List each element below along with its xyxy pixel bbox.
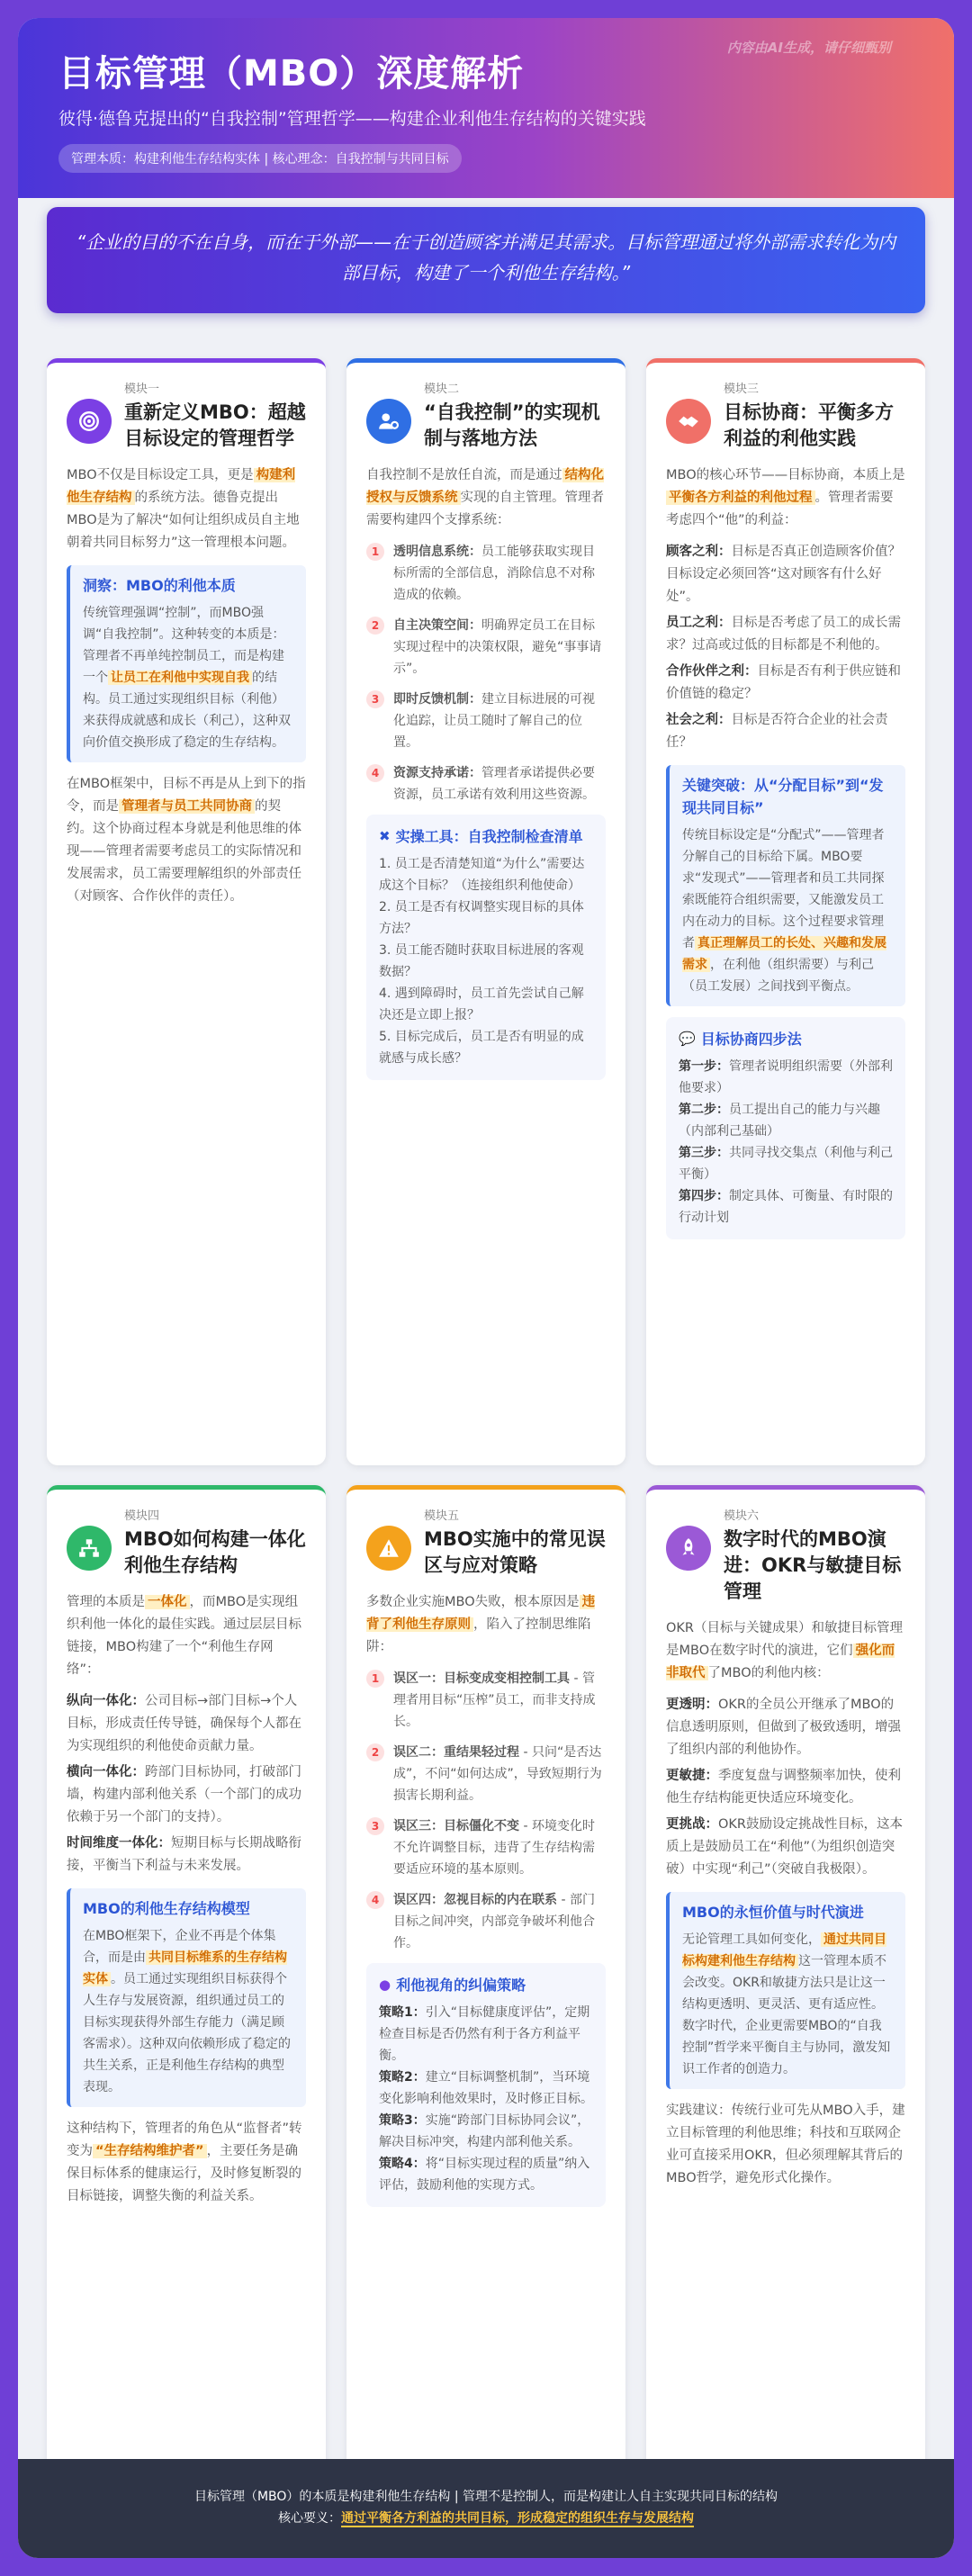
user-gear-icon	[366, 399, 411, 444]
module-intro: 多数企业实施MBO失败，根本原因是 违背了利他生存原则 ，陷入了控制思维陷阱：	[366, 1595, 596, 1654]
lightbulb-icon: ●	[379, 1977, 392, 1993]
module-kicker: 模块四	[124, 1509, 160, 1523]
module-title: MBO如何构建一体化利他生存结构	[124, 1528, 306, 1576]
header-pill: 管理本质：构建利他生存结构实体 | 核心理念：自我控制与共同目标	[58, 144, 462, 173]
footer-core: 核心要义：通过平衡各方利益的共同目标，形成稳定的组织生存与发展结构	[278, 2511, 694, 2526]
insight-box	[67, 565, 306, 762]
checklist-item: 3. 员工能否随时获取目标进展的客观数据？	[379, 943, 584, 979]
module-card-2	[346, 358, 626, 1465]
strategy-box	[366, 1963, 606, 2207]
module-card-1	[47, 358, 326, 1465]
module-kicker: 模块三	[724, 383, 760, 396]
evolution-item: 更敏捷：季度复盘与调整频率加快，使利他生存结构能更快适应环境变化。	[666, 1769, 901, 1806]
module-intro: 自我控制不是放任自流，而是通过 结构化授权与反馈系统 实现的自主管理。管理者需要构建四个支撑系统：	[366, 468, 604, 527]
strategy-item: 策略3：实施“跨部门目标协同会议”，解决目标冲突，构建内部利他关系。	[379, 2113, 590, 2149]
footer-line: 目标管理（MBO）的本质是构建利他生存结构 | 管理不是控制人，而是构建让人自主实现共同目标的结构	[194, 2490, 778, 2504]
checklist-item: 5. 目标完成后，员工是否有明显的成就感与成长感？	[379, 1030, 584, 1066]
stakeholder-item: 员工之利：目标是否考虑了员工的成长需求？过高或过低的目标都是不利他的。	[666, 616, 901, 653]
module-paragraph: 这种结构下，管理者的角色从“监督者”转变为 “生存结构维护者” ，主要任务是确保目标体系的健康运行，及时修复断裂的目标链接，调整失衡的利益关系。	[67, 2121, 302, 2203]
footer-highlight: 通过平衡各方利益的共同目标，形成稳定的组织生存与发展结构	[341, 2511, 694, 2526]
insight-text: 在MBO框架下，企业不再是个体集合，而是由 共同目标维系的生存结构实体 。员工通过实现组织目标获得个人生存与发展资源，组织通过员工的目标实现获得外部生存能力（满足顾客需求）。这种双向依赖形成了稳定的共生关系，正是利他生存结构的典型表现。	[83, 1929, 291, 2094]
module-title: MBO实施中的常见误区与应对策略	[424, 1528, 606, 1576]
target-icon	[67, 399, 112, 444]
module-title: 数字时代的MBO演进：OKR与敏捷目标管理	[724, 1528, 902, 1602]
insight-title: MBO的利他生存结构模型	[83, 1900, 250, 1917]
checklist-title: 实操工具：自我控制检查清单	[395, 828, 583, 845]
module-intro: MBO不仅是目标设定工具，更是 构建利他生存结构 的系统方法。德鲁克提出MBO是为了解决“如何让组织成员自主地朝着共同目标努力”这一管理根本问题。	[67, 468, 300, 550]
ai-watermark: 内容由AI生成，请仔细甄别	[726, 40, 891, 56]
list-item: 1 误区一：目标变成变相控制工具 - 管理者用目标“压榨”员工，而非支持成长。	[366, 1668, 606, 1733]
steps-box	[666, 1017, 905, 1239]
module-card-4	[47, 1485, 326, 2484]
stakeholder-item: 合作伙伴之利：目标是否有利于供应链和价值链的稳定？	[666, 664, 901, 701]
checklist-item: 1. 员工是否清楚知道“为什么”需要达成这个目标？（连接组织利他使命）	[379, 857, 585, 893]
module-kicker: 模块六	[724, 1509, 760, 1523]
list-item: 2 自主决策空间：明确界定员工在目标实现过程中的决策权限，避免“事事请示”。	[366, 615, 606, 680]
insight-text: 无论管理工具如何变化， 通过共同目标构建利他生存结构 这一管理本质不会改变。OKR和敏捷方法只是让这一结构更透明、更灵活、更有适应性。数字时代，企业更需要MBO的“自我控制”哲学来平衡自主与协同，激发知识工作者的创造力。	[682, 1932, 891, 2076]
module-title: “自我控制”的实现机制与落地方法	[424, 401, 600, 449]
evolution-item: 更挑战：OKR鼓励设定挑战性目标，这本质上是鼓励员工在“利他”（为组织创造突破）中实现“利己”（突破自我极限）。	[666, 1817, 903, 1877]
rocket-icon	[666, 1526, 711, 1571]
list-item: 4 资源支持承诺：管理者承诺提供必要资源，员工承诺有效利用这些资源。	[366, 762, 606, 806]
strategy-item: 策略2：建立“目标调整机制”，当环境变化影响利他效果时，及时修正目标。	[379, 2070, 593, 2106]
insight-box	[67, 1888, 306, 2107]
list-item: 3 误区三：目标僵化不变 - 环境变化时不允许调整目标，违背了生存结构需要适应环境的基本原则。	[366, 1815, 606, 1880]
core-quote: “企业的目的不在自身，而在于外部——在于创造顾客并满足其需求。目标管理通过将外部需求转化为内部目标，构建了一个利他生存结构。”	[47, 207, 925, 313]
insight-text: 传统管理强调“控制”，而MBO强调“自我控制”。这种转变的本质是：管理者不再单纯控制员工，而是构建一个 让员工在利他中实现自我 的结构。员工通过实现组织目标（利他）来获得成就感和成长（利己），这种双向价值交换形成了稳定的生存结构。	[83, 606, 291, 750]
integration-item: 纵向一体化：公司目标→部门目标→个人目标，形成责任传导链，确保每个人都在为实现组织的利他使命贡献力量。	[67, 1694, 302, 1753]
list-item: 1 透明信息系统：员工能够获取实现目标所需的全部信息，消除信息不对称造成的依赖。	[366, 541, 606, 606]
tools-icon: ✖	[379, 828, 391, 844]
list-item: 4 误区四：忽视目标的内在联系 - 部门目标之间冲突，内部竞争破坏利他合作。	[366, 1889, 606, 1954]
insight-title: 洞察：MBO的利他本质	[83, 577, 236, 594]
insight-title: MBO的永恒价值与时代演进	[682, 1904, 864, 1921]
handshake-icon	[666, 399, 711, 444]
checklist-item: 4. 遇到障碍时，员工首先尝试自己解决还是立即上报？	[379, 986, 584, 1022]
steps-title: 目标协商四步法	[700, 1031, 802, 1048]
module-kicker: 模块五	[424, 1509, 460, 1523]
module-title: 目标协商：平衡多方利益的利他实践	[724, 401, 894, 449]
org-chart-icon	[67, 1526, 112, 1571]
checklist-box	[366, 815, 606, 1080]
evolution-item: 更透明：OKR的全员公开继承了MBO的信息透明原则，但做到了极致透明，增强了组织内部的利他协作。	[666, 1698, 901, 1757]
insight-title: 关键突破：从“分配目标”到“发现共同目标”	[682, 777, 884, 816]
insight-box	[666, 765, 905, 1006]
highlight: 构建利他生存结构	[67, 468, 296, 505]
module-title: 重新定义MBO：超越目标设定的管理哲学	[124, 401, 306, 449]
list-item: 3 即时反馈机制：建立目标进展的可视化追踪，让员工随时了解自己的位置。	[366, 689, 606, 753]
module-kicker: 模块二	[424, 383, 460, 396]
pitfall-list	[366, 1668, 606, 1954]
practice-advice: 实践建议：传统行业可先从MBO入手，建立目标管理的利他思维；科技和互联网企业可直接采用OKR，但必须理解其背后的MBO哲学，避免形式化操作。	[666, 2103, 905, 2185]
module-card-6	[646, 1485, 925, 2484]
step-item: 第一步：管理者说明组织需要（外部利他要求）	[679, 1059, 893, 1095]
checklist-item: 2. 员工是否有权调整实现目标的具体方法？	[379, 900, 584, 936]
header-banner	[18, 18, 954, 198]
strategy-item: 策略1：引入“目标健康度评估”，定期检查目标是否仍然有利于各方利益平衡。	[379, 2005, 590, 2063]
stakeholder-item: 社会之利：目标是否符合企业的社会责任？	[666, 713, 888, 750]
module-intro: OKR（目标与关键成果）和敏捷目标管理是MBO在数字时代的演进，它们 强化而非取代 了MBO的利他内核：	[666, 1621, 903, 1680]
module-card-3	[646, 358, 925, 1465]
warning-icon	[366, 1526, 411, 1571]
strategy-item: 策略4：将“目标实现过程的质量”纳入评估，鼓励利他的实现方式。	[379, 2157, 590, 2193]
footer	[18, 2459, 954, 2558]
support-system-list	[366, 541, 606, 806]
insight-box	[666, 1892, 905, 2089]
module-intro: MBO的核心环节——目标协商，本质上是平衡各方利益的利他过程 。管理者需要考虑四个“他”的利益：	[666, 468, 905, 527]
chat-icon: 💬	[679, 1031, 696, 1047]
step-item: 第三步：共同寻找交集点（利他与利己平衡）	[679, 1146, 893, 1182]
strategy-title: 利他视角的纠偏策略	[396, 1977, 526, 1994]
integration-item: 时间维度一体化：短期目标与长期战略衔接，平衡当下利益与未来发展。	[67, 1836, 302, 1873]
stakeholder-item: 顾客之利：目标是否真正创造顾客价值？目标设定必须回答“这对顾客有什么好处”。	[666, 545, 901, 604]
infographic-page	[18, 18, 954, 2558]
integration-item: 横向一体化：跨部门目标协同，打破部门墙，构建内部利他关系（一个部门的成功依赖于另一个部门的支持）。	[67, 1765, 302, 1824]
module-intro: 管理的本质是 一体化 ，而MBO是实现组织利他一体化的最佳实践。通过层层目标链接，MBO构建了一个“利他生存网络”：	[67, 1595, 302, 1677]
step-item: 第二步：员工提出自己的能力与兴趣（内部利己基础）	[679, 1103, 880, 1139]
module-paragraph: 在MBO框架中，目标不再是从上到下的指令，而是 管理者与员工共同协商 的契约。这个协商过程本身就是利他思维的体现——管理者需要考虑员工的实际情况和发展需求，员工需要理解组织的外部责任（对顾客、合作伙伴的责任）。	[67, 777, 306, 904]
step-item: 第四步：制定具体、可衡量、有时限的行动计划	[679, 1189, 893, 1225]
module-card-5	[346, 1485, 626, 2484]
page-title: 目标管理（MBO）深度解析	[58, 53, 525, 95]
insight-text: 传统目标设定是“分配式”——管理者分解自己的目标给下属。MBO要求“发现式”——管理者和员工共同探索既能符合组织需要，又能激发员工内在动力的目标。这个过程要求管理者 真正理解员工的长处、兴趣和发展需求 ，在利他（组织需要）与利己（员工发展）之间找到平衡点。	[682, 828, 886, 994]
list-item: 2 误区二：重结果轻过程 - 只问“是否达成”，不问“如何达成”，导致短期行为损害长期利益。	[366, 1742, 606, 1806]
page-subtitle: 彼得·德鲁克提出的“自我控制”管理哲学——构建企业利他生存结构的关键实践	[58, 109, 646, 129]
module-kicker: 模块一	[124, 383, 160, 396]
